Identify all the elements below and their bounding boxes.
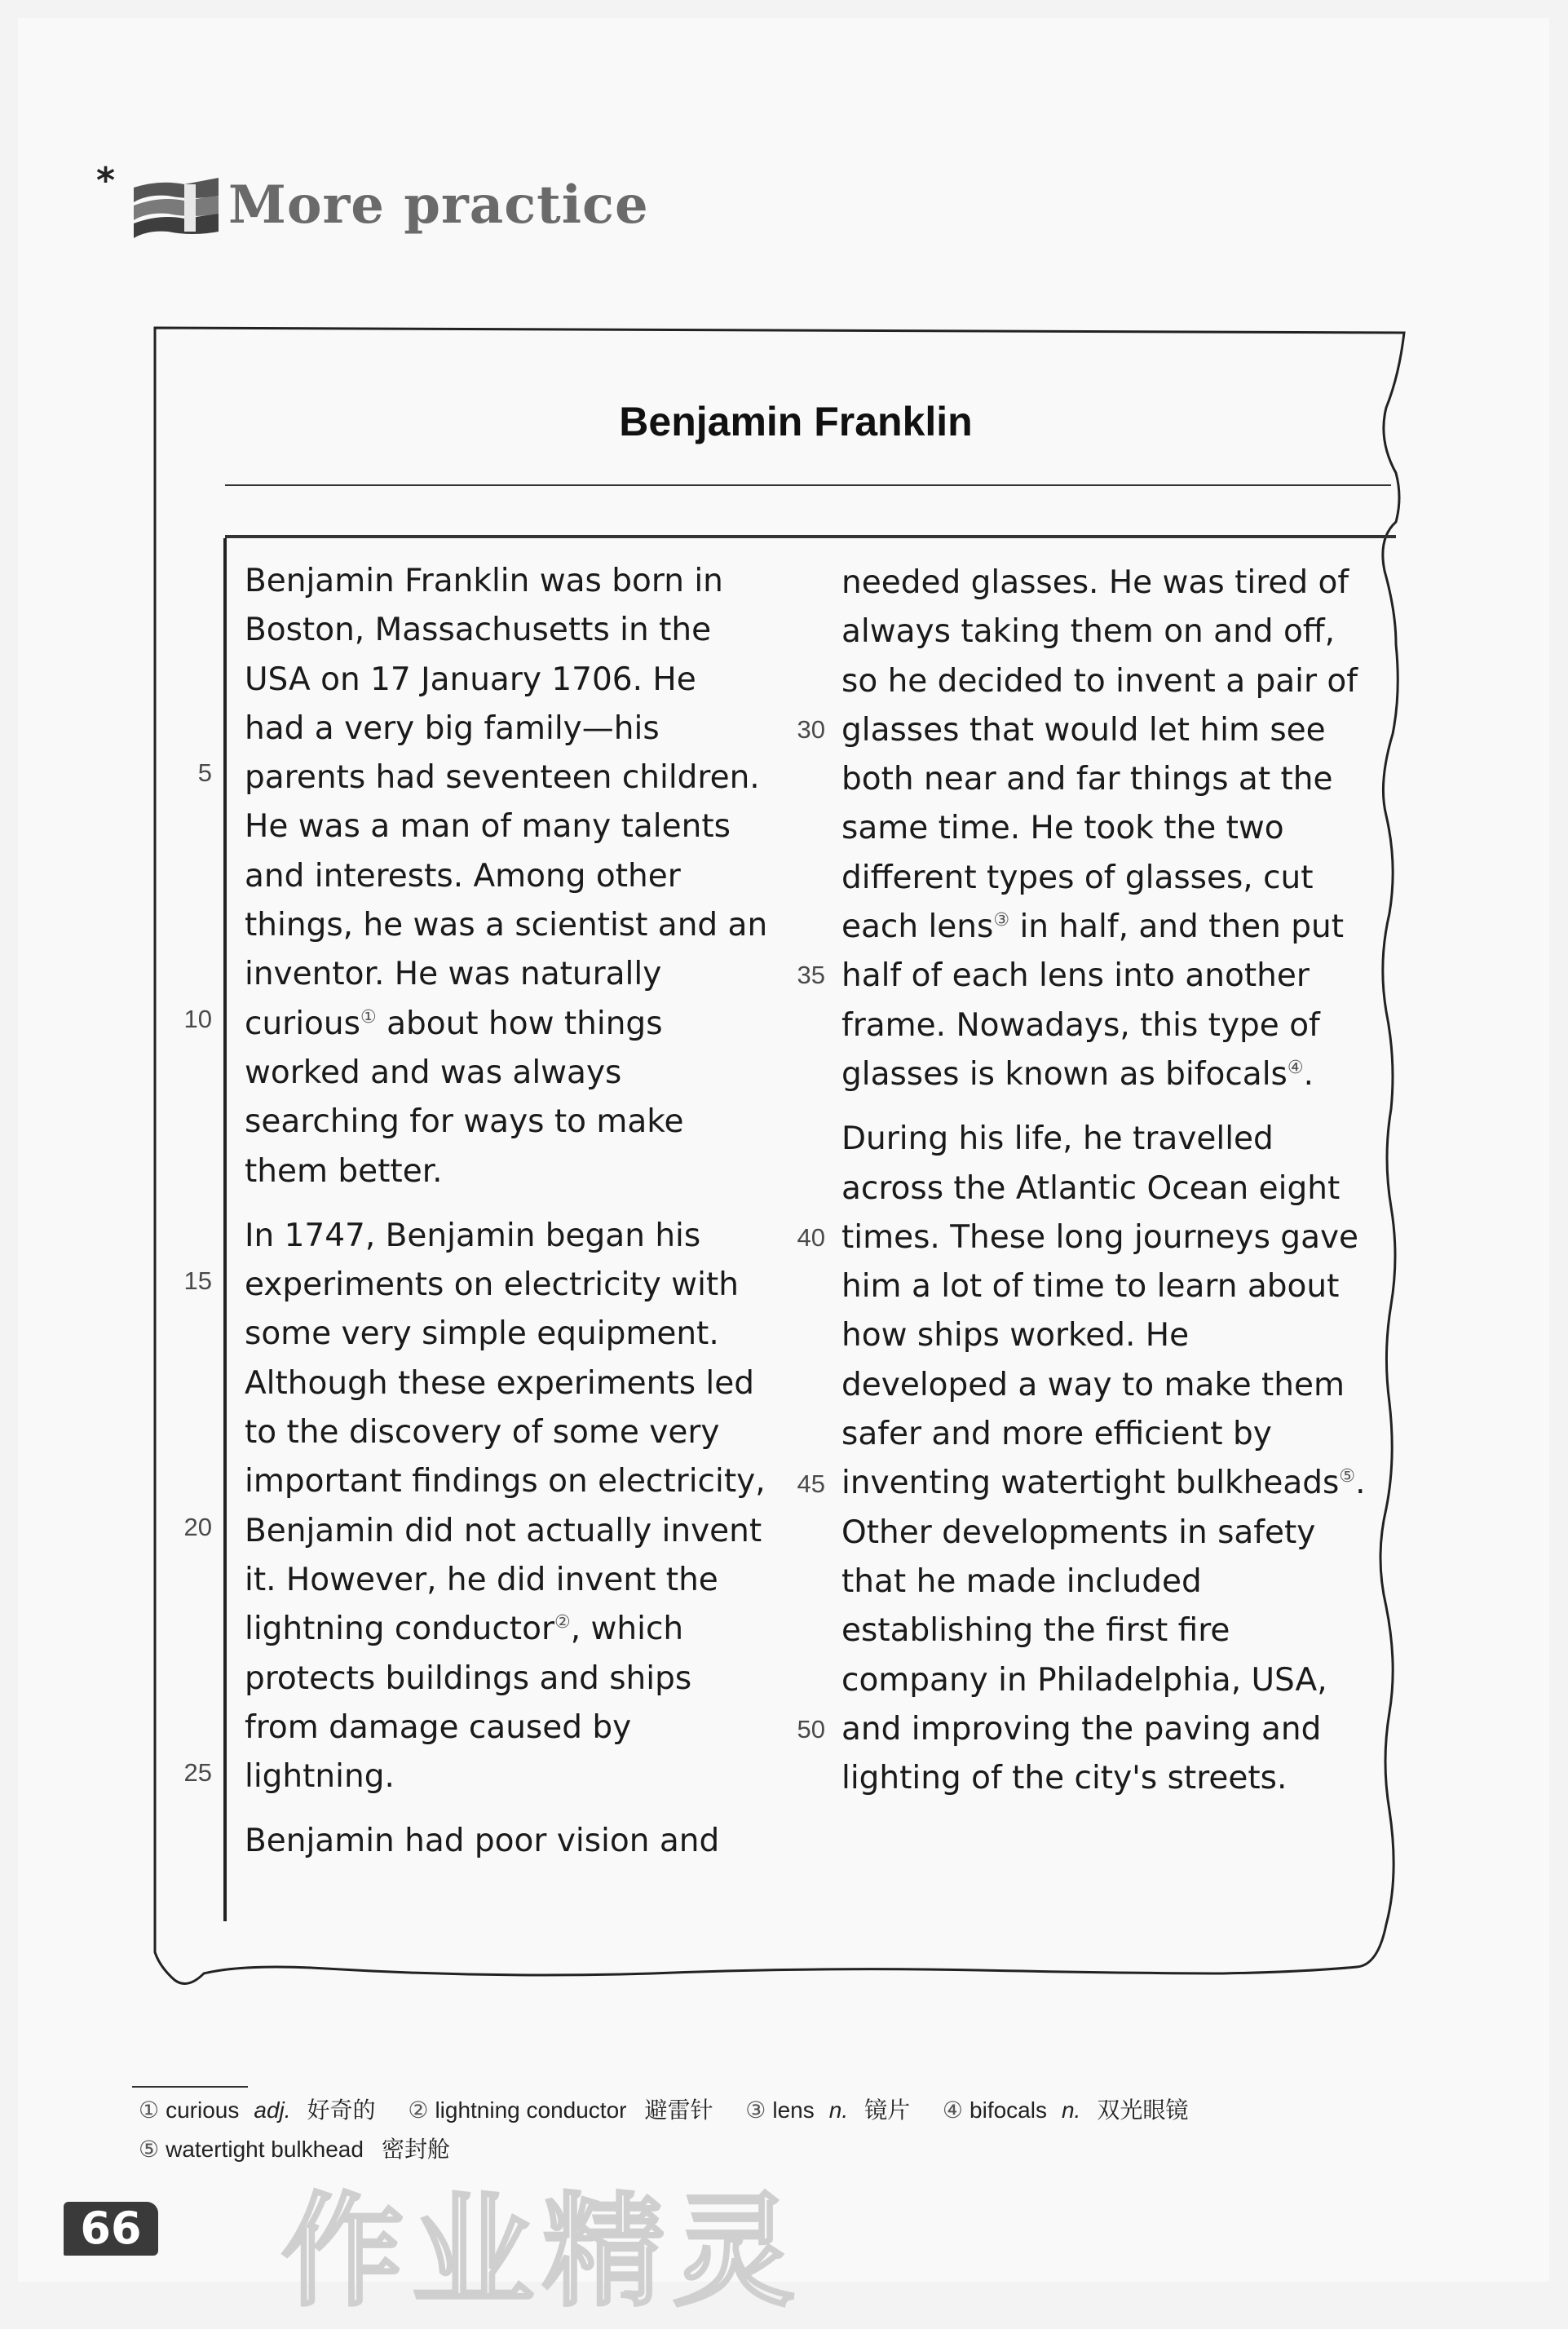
text-line: Benjamin had poor vision and bbox=[245, 1823, 720, 1860]
text-line: Benjamin did not actually invent bbox=[245, 1512, 762, 1549]
footnote-translation: 镜片 bbox=[864, 2097, 911, 2124]
text-line bbox=[841, 1050, 1365, 1099]
line-number: 15 bbox=[183, 1266, 212, 1295]
text-line: them better. bbox=[245, 1152, 443, 1190]
title-rule-bottom bbox=[225, 535, 1396, 538]
text-line: Boston, Massachusetts in the bbox=[245, 612, 712, 649]
footnote-pos: n. bbox=[1061, 2097, 1081, 2123]
footnote bbox=[408, 2091, 713, 2130]
footnote-mark: ② bbox=[554, 1612, 571, 1633]
text-line: important findings on electricity, bbox=[245, 1463, 766, 1500]
text-line bbox=[841, 903, 1365, 952]
footnote-word: bifocals bbox=[970, 2097, 1047, 2123]
footnote bbox=[139, 2091, 376, 2130]
text-line: always taking them on and off, bbox=[841, 613, 1336, 651]
footnote-pos: adj. bbox=[254, 2097, 291, 2123]
watermark: 作业精灵 bbox=[281, 2181, 804, 2323]
text-line bbox=[841, 1459, 1365, 1508]
text-line: him a lot of time to learn about bbox=[841, 1268, 1340, 1306]
text-line: and improving the paving and bbox=[841, 1710, 1322, 1748]
footnote-translation: 双光眼镜 bbox=[1097, 2097, 1189, 2124]
footnote-word: lens bbox=[772, 2097, 815, 2123]
text-line: Other developments in safety bbox=[841, 1514, 1316, 1551]
line-number: 5 bbox=[197, 758, 212, 787]
text-line: to the discovery of some very bbox=[245, 1414, 720, 1452]
footnote-mark: ④ bbox=[1287, 1057, 1304, 1078]
line-rest: in half, and then put bbox=[1019, 908, 1345, 946]
footnote-number: ① bbox=[139, 2097, 160, 2123]
footnote-pos: n. bbox=[828, 2097, 849, 2123]
text-line: company in Philadelphia, USA, bbox=[841, 1661, 1327, 1699]
text-line: lighting of the city's streets. bbox=[841, 1760, 1288, 1797]
star-mark: * bbox=[96, 160, 116, 201]
text-line: searching for ways to make bbox=[245, 1103, 684, 1141]
text-line bbox=[245, 1000, 767, 1049]
line-number: 35 bbox=[797, 961, 825, 989]
footnote-number: ⑤ bbox=[139, 2137, 160, 2162]
footnote-mark: ① bbox=[360, 1006, 377, 1028]
text-line: frame. Nowadays, this type of bbox=[841, 1006, 1320, 1044]
line-number: 45 bbox=[797, 1469, 825, 1498]
text-line: how ships worked. He bbox=[841, 1317, 1190, 1355]
text-line: safer and more efficient by bbox=[841, 1416, 1272, 1453]
text-line: needed glasses. He was tired of bbox=[841, 564, 1349, 601]
footnote-number: ④ bbox=[942, 2097, 964, 2123]
line-rest: about how things bbox=[386, 1005, 663, 1042]
page-number: 66 bbox=[80, 2203, 142, 2254]
word-bifocals: glasses is known as bifocals bbox=[841, 1055, 1288, 1093]
line-number: 40 bbox=[797, 1223, 825, 1252]
article-title: Benjamin Franklin bbox=[619, 399, 973, 444]
text-line: During his life, he travelled bbox=[841, 1120, 1274, 1158]
footnote-number: ② bbox=[408, 2097, 429, 2123]
text-line: different types of glasses, cut bbox=[841, 859, 1314, 896]
line-number: 30 bbox=[797, 715, 825, 744]
text-line: so he decided to invent a pair of bbox=[841, 662, 1358, 700]
text-line: some very simple equipment. bbox=[245, 1315, 719, 1353]
footnote bbox=[745, 2091, 910, 2130]
text-line: that he made included bbox=[841, 1562, 1202, 1600]
text-line: parents had seventeen children. bbox=[245, 759, 760, 797]
text-line: had a very big family—his bbox=[245, 709, 660, 747]
text-line: it. However, he did invent the bbox=[245, 1561, 718, 1598]
text-line: and interests. Among other bbox=[245, 857, 681, 895]
footnote-number: ③ bbox=[745, 2097, 766, 2123]
text-line: Benjamin Franklin was born in bbox=[245, 563, 723, 599]
text-line: He was a man of many talents bbox=[245, 808, 731, 846]
article-column-right bbox=[841, 559, 1365, 1803]
text-line: establishing the first fire bbox=[841, 1612, 1230, 1650]
article-column-left bbox=[245, 557, 767, 1867]
text-line: Although these experiments led bbox=[245, 1364, 754, 1402]
text-line: protects buildings and ships bbox=[245, 1659, 692, 1697]
text-line: glasses that would let him see bbox=[841, 711, 1326, 749]
word-lightning-conductor: lightning conductor bbox=[245, 1611, 554, 1648]
line-number: 10 bbox=[183, 1005, 212, 1033]
line-number: 20 bbox=[183, 1513, 212, 1541]
text-line bbox=[245, 1605, 767, 1654]
line-rest: , which bbox=[570, 1611, 684, 1648]
text-line: In 1747, Benjamin began his bbox=[245, 1217, 701, 1254]
text-line: both near and far things at the bbox=[841, 761, 1333, 798]
word-watertight-bulkheads: inventing watertight bulkheads bbox=[841, 1465, 1340, 1502]
text-line: developed a way to make them bbox=[841, 1366, 1345, 1403]
footnote-word: curious bbox=[166, 2097, 240, 2123]
word-lens: each lens bbox=[841, 908, 994, 946]
section-title: More practice bbox=[228, 175, 649, 236]
text-line: across the Atlantic Ocean eight bbox=[841, 1169, 1341, 1207]
line-number: 25 bbox=[183, 1758, 212, 1787]
text-line: USA on 17 January 1706. He bbox=[245, 661, 696, 698]
title-rule-top bbox=[225, 484, 1391, 486]
line-number: 50 bbox=[797, 1715, 825, 1743]
footnote-rule bbox=[132, 2086, 248, 2088]
line-rest: . bbox=[1355, 1465, 1366, 1502]
footnote-translation: 好奇的 bbox=[307, 2097, 376, 2124]
text-line: lightning. bbox=[245, 1758, 395, 1796]
footnote-word: lightning conductor bbox=[435, 2097, 627, 2123]
footnote-translation: 密封舱 bbox=[381, 2136, 450, 2163]
text-line: same time. He took the two bbox=[841, 810, 1284, 847]
text-line: from damage caused by bbox=[245, 1708, 632, 1746]
footnote bbox=[943, 2091, 1188, 2130]
footnote-translation: 避雷针 bbox=[644, 2097, 713, 2124]
text-line: half of each lens into another bbox=[841, 957, 1310, 995]
word-curious: curious bbox=[245, 1005, 360, 1042]
text-line: inventor. He was naturally bbox=[245, 956, 662, 993]
text-line: times. These long journeys gave bbox=[841, 1218, 1359, 1256]
footnote-word: watertight bulkhead bbox=[166, 2137, 364, 2162]
text-line: things, he was a scientist and an bbox=[245, 907, 768, 944]
text-line: experiments on electricity with bbox=[245, 1266, 739, 1304]
line-rest: . bbox=[1303, 1055, 1314, 1093]
text-line: worked and was always bbox=[245, 1054, 622, 1091]
footnote-mark: ⑤ bbox=[1339, 1466, 1356, 1487]
footnote-mark: ③ bbox=[993, 910, 1010, 931]
